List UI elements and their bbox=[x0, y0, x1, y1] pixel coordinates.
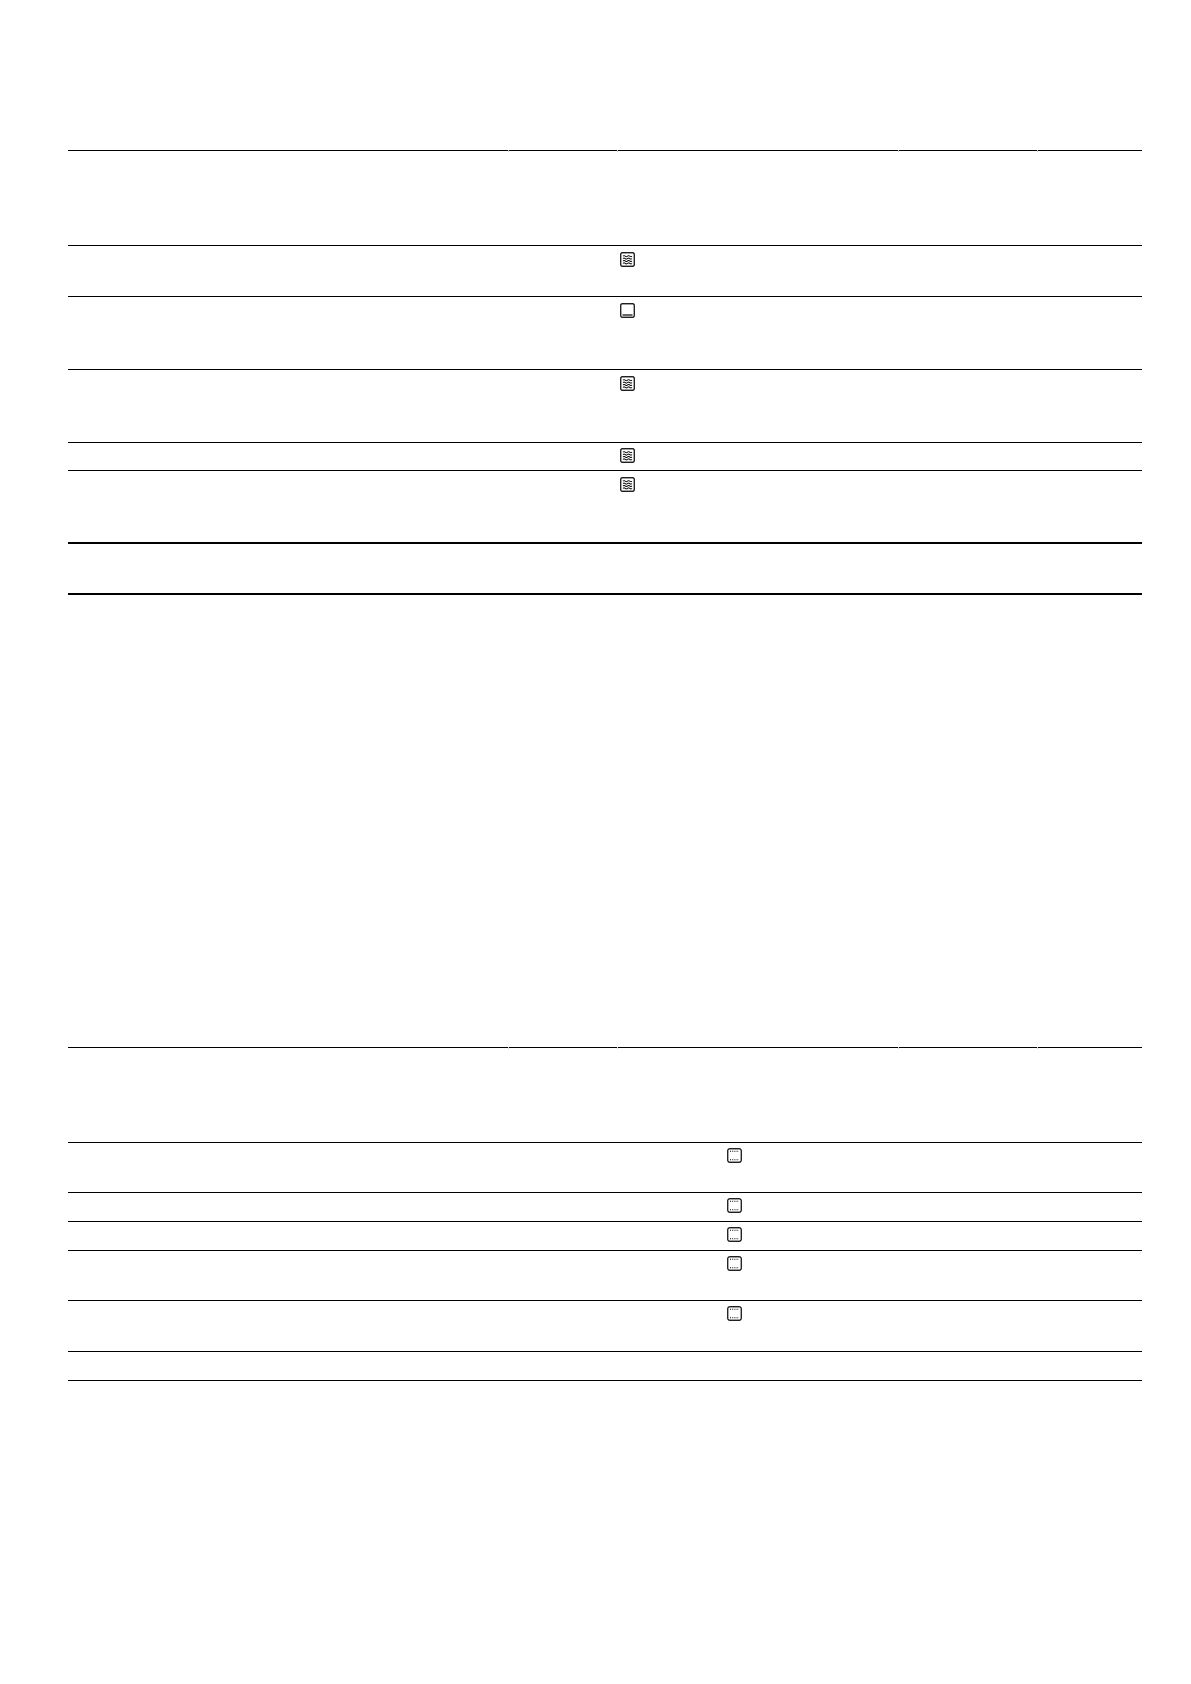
row-rule bbox=[68, 1300, 1142, 1301]
oven-top-bottom-heat-icon bbox=[727, 1148, 742, 1163]
row-rule bbox=[68, 470, 1142, 471]
row-rule bbox=[68, 369, 1142, 370]
column-divider bbox=[617, 1047, 618, 1049]
row-rule bbox=[68, 1250, 1142, 1251]
column-divider bbox=[1037, 1047, 1038, 1049]
oven-top-bottom-heat-icon bbox=[727, 1227, 742, 1242]
oven-top-bottom-heat-icon bbox=[727, 1306, 742, 1321]
oven-top-bottom-heat-icon bbox=[727, 1256, 742, 1271]
row-rule bbox=[68, 1142, 1142, 1143]
column-divider bbox=[898, 1047, 899, 1049]
table-2 bbox=[68, 1047, 1142, 1382]
steam-wave-icon bbox=[620, 252, 635, 267]
row-rule bbox=[68, 296, 1142, 297]
row-rule bbox=[68, 245, 1142, 246]
column-divider bbox=[898, 150, 899, 152]
table-bottom-rule bbox=[68, 1380, 1142, 1381]
steam-wave-icon bbox=[620, 477, 635, 492]
oven-bottom-heat-icon bbox=[620, 303, 635, 318]
table-bottom-rule bbox=[68, 593, 1142, 595]
table-1 bbox=[68, 150, 1142, 595]
column-divider bbox=[1037, 150, 1038, 152]
row-rule bbox=[68, 1192, 1142, 1193]
column-divider bbox=[508, 1047, 509, 1049]
oven-top-bottom-heat-icon bbox=[727, 1198, 742, 1213]
row-rule bbox=[68, 1351, 1142, 1352]
table-top-rule bbox=[68, 1047, 1142, 1048]
column-divider bbox=[617, 150, 618, 152]
row-rule bbox=[68, 442, 1142, 443]
row-rule-bold bbox=[68, 542, 1142, 544]
row-rule bbox=[68, 1221, 1142, 1222]
column-divider bbox=[508, 150, 509, 152]
table-top-rule bbox=[68, 150, 1142, 151]
steam-wave-icon bbox=[620, 448, 635, 463]
steam-wave-icon bbox=[620, 376, 635, 391]
